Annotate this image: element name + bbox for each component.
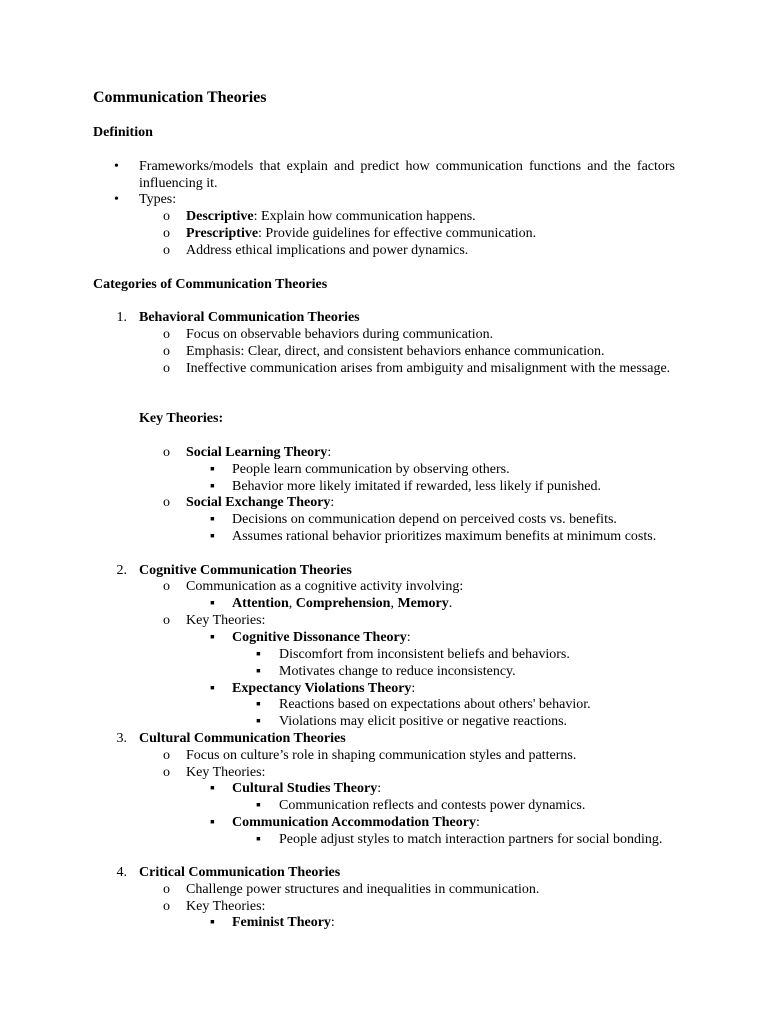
- type-item: Descriptive: Explain how communication happens.: [186, 209, 476, 224]
- types-label: Types:: [139, 192, 177, 207]
- list-item: Emphasis: Clear, direct, and consistent behaviors enhance communication.: [186, 344, 605, 359]
- theory-title: Social Learning Theory:: [186, 445, 332, 460]
- categories-heading: Categories of Communication Theories: [93, 277, 328, 292]
- square-marker: ▪: [210, 462, 215, 477]
- list-item: Assumes rational behavior prioritizes maximum benefits at minimum costs.: [232, 529, 657, 544]
- square-marker: ▪: [210, 781, 215, 796]
- section-title: Critical Communication Theories: [139, 865, 341, 880]
- square-marker: ▪: [210, 596, 215, 611]
- list-number: 1.: [116, 310, 127, 325]
- list-item: Motivates change to reduce inconsistency.: [279, 664, 516, 679]
- list-item: Focus on observable behaviors during communication.: [186, 327, 494, 342]
- circle-marker: o: [163, 361, 170, 376]
- list-item: People adjust styles to match interaction partners for social bonding.: [279, 832, 663, 847]
- circle-marker: o: [163, 226, 170, 241]
- page-title: Communication Theories: [93, 89, 267, 106]
- list-item: Violations may elicit positive or negative reactions.: [279, 714, 568, 729]
- circle-marker: o: [163, 344, 170, 359]
- list-item: Key Theories:: [186, 613, 266, 628]
- section-title: Behavioral Communication Theories: [139, 310, 360, 325]
- type-item: Address ethical implications and power dynamics.: [186, 243, 469, 258]
- square-marker: ▪: [210, 815, 215, 830]
- circle-marker: o: [163, 495, 170, 510]
- list-number: 4.: [116, 865, 127, 880]
- circle-marker: o: [163, 579, 170, 594]
- list-item: Focus on culture’s role in shaping communication styles and patterns.: [186, 748, 577, 763]
- list-item: Communication reflects and contests power dynamics.: [279, 798, 586, 813]
- square-marker: ▪: [210, 681, 215, 696]
- section-title: Cognitive Communication Theories: [139, 563, 352, 578]
- square-marker: ▪: [210, 479, 215, 494]
- section-title: Cultural Communication Theories: [139, 731, 346, 746]
- list-number: 3.: [116, 731, 127, 746]
- square-marker: ▪: [256, 664, 261, 679]
- theory-title: Expectancy Violations Theory:: [232, 681, 416, 696]
- circle-marker: o: [163, 209, 170, 224]
- key-theories-heading: Key Theories:: [139, 411, 224, 426]
- list-item: People learn communication by observing others.: [232, 462, 510, 477]
- square-marker: ▪: [256, 798, 261, 813]
- square-marker: ▪: [210, 915, 215, 930]
- type-item: Prescriptive: Provide guidelines for effective communication.: [186, 226, 537, 241]
- circle-marker: o: [163, 899, 170, 914]
- circle-marker: o: [163, 445, 170, 460]
- circle-marker: o: [163, 613, 170, 628]
- bullet-marker: •: [114, 159, 119, 174]
- theory-title: Cognitive Dissonance Theory:: [232, 630, 411, 645]
- list-item: Decisions on communication depend on perceived costs vs. benefits.: [232, 512, 617, 527]
- square-marker: ▪: [210, 529, 215, 544]
- square-marker: ▪: [256, 647, 261, 662]
- list-item: Discomfort from inconsistent beliefs and behaviors.: [279, 647, 570, 662]
- circle-marker: o: [163, 243, 170, 258]
- definition-bullet: Frameworks/models that explain and predict how communication functions and the factors influencing it.: [139, 159, 675, 191]
- list-item: Key Theories:: [186, 765, 266, 780]
- list-item: Key Theories:: [186, 899, 266, 914]
- list-item: Attention, Comprehension, Memory.: [232, 596, 453, 611]
- bullet-marker: •: [114, 192, 119, 207]
- square-marker: ▪: [210, 512, 215, 527]
- square-marker: ▪: [210, 630, 215, 645]
- list-item: Behavior more likely imitated if rewarded, less likely if punished.: [232, 479, 601, 494]
- list-item: Challenge power structures and inequalities in communication.: [186, 882, 540, 897]
- square-marker: ▪: [256, 697, 261, 712]
- list-item: Reactions based on expectations about others' behavior.: [279, 697, 591, 712]
- circle-marker: o: [163, 327, 170, 342]
- list-number: 2.: [116, 563, 127, 578]
- theory-title: Feminist Theory:: [232, 915, 335, 930]
- theory-title: Social Exchange Theory:: [186, 495, 335, 510]
- square-marker: ▪: [256, 714, 261, 729]
- circle-marker: o: [163, 748, 170, 763]
- theory-title: Cultural Studies Theory:: [232, 781, 382, 796]
- list-item: Ineffective communication arises from ambiguity and misalignment with the message.: [186, 361, 671, 376]
- circle-marker: o: [163, 882, 170, 897]
- square-marker: ▪: [256, 832, 261, 847]
- definition-heading: Definition: [93, 125, 153, 140]
- circle-marker: o: [163, 765, 170, 780]
- list-item: Communication as a cognitive activity involving:: [186, 579, 464, 594]
- theory-title: Communication Accommodation Theory:: [232, 815, 480, 830]
